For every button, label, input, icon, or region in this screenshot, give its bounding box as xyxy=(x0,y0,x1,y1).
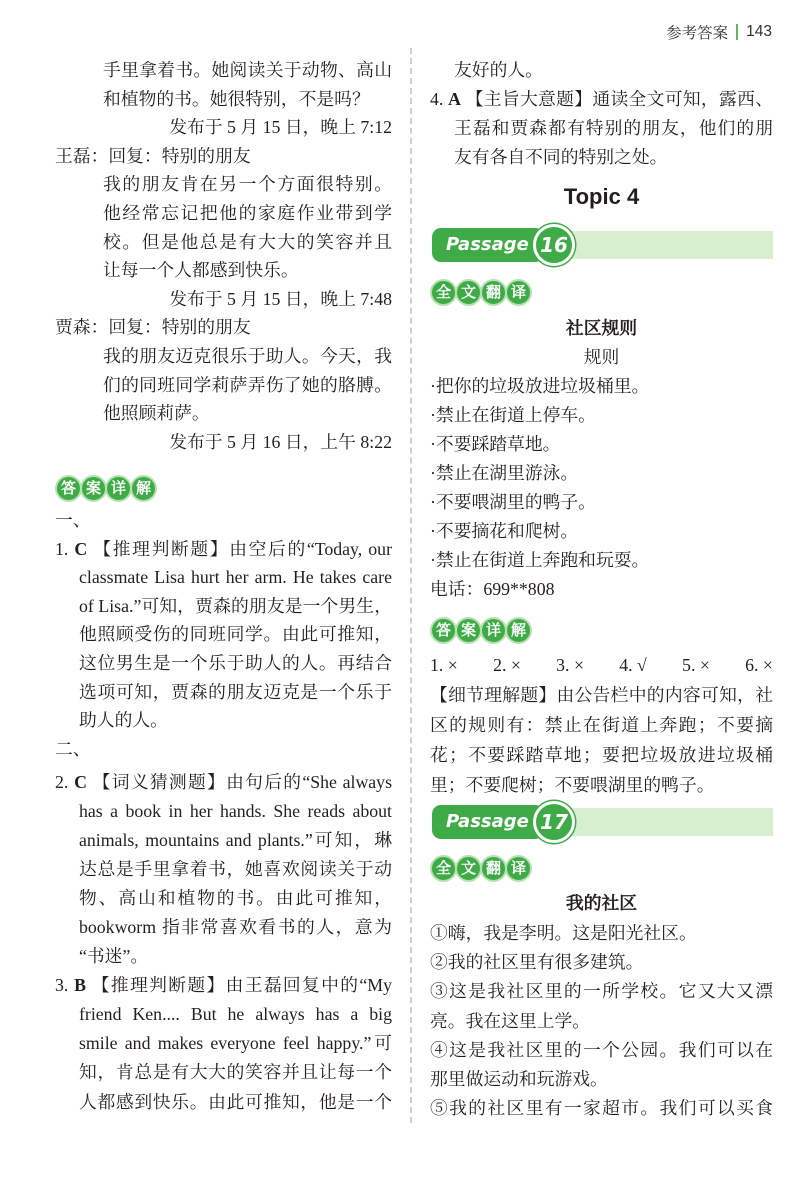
badge-char: 译 xyxy=(505,855,532,882)
rule-item: ·禁止在街道上奔跑和玩耍。 xyxy=(430,549,650,570)
badge-char: 案 xyxy=(80,475,107,502)
explanation-text: 【词义猜测题】由句后的“She always xyxy=(92,771,392,792)
answer-letter: C xyxy=(74,538,88,559)
answer-letter: C xyxy=(74,771,87,792)
badge-char: 译 xyxy=(505,279,532,306)
badge-char: 详 xyxy=(480,617,507,644)
explanation-line: 花；不要踩踏草地；要把垃圾放进垃圾桶 xyxy=(430,745,773,765)
translation-line: ②我的社区里有很多建筑。 xyxy=(430,951,644,972)
post-text-line: 让每一个人都感到快乐。 xyxy=(103,260,299,281)
answer-letter: A xyxy=(448,88,461,109)
post-text-line: 他经常忘记把他的家庭作业带到学 xyxy=(103,202,392,223)
explanation-line: 区的规则有：禁止在街道上奔跑；不要摘 xyxy=(430,715,773,735)
explanation-line: 这位男生是一个乐于助人的人。再结合 xyxy=(79,652,392,673)
explanation-line: 助人的人。 xyxy=(79,710,168,731)
rule-item: ·不要喂湖里的鸭子。 xyxy=(430,491,596,512)
answer-item: 3. × xyxy=(556,655,584,675)
badge-char: 全 xyxy=(430,279,457,306)
passage-16-answers xyxy=(430,650,773,800)
answer-row xyxy=(430,650,773,680)
passage-label: Passage xyxy=(432,228,544,262)
rule-item: ·把你的垃圾放进垃圾桶里。 xyxy=(430,375,650,396)
badge-char: 翻 xyxy=(480,855,507,882)
explanation-text: 【主旨大意题】通读全文可知，露西、 xyxy=(465,88,773,109)
answers-part-2 xyxy=(55,768,392,1117)
phone-line: 电话：699**808 xyxy=(430,578,555,599)
badge-char: 答 xyxy=(55,475,82,502)
answer-item: 5. × xyxy=(682,655,710,675)
answers-part-3 xyxy=(430,56,773,172)
post-timestamp: 发布于 5 月 16 日，上午 8:22 xyxy=(169,431,392,452)
page-header xyxy=(666,20,772,44)
passage-16-translation xyxy=(430,314,773,604)
passage-label: Passage xyxy=(432,805,544,839)
translation-subtitle: 规则 xyxy=(583,346,620,367)
explanation-line: smile and makes everyone feel happy.”可 xyxy=(79,1033,392,1054)
question-4-first-line xyxy=(430,85,773,114)
answer-letter: B xyxy=(74,975,86,996)
explanation-line: of Lisa.”可知，贾森的朋友是一个男生， xyxy=(79,595,392,616)
question-number: 3. xyxy=(55,975,69,996)
explanation-line: 知，肯总是有大大的笑容并且让每一个 xyxy=(79,1062,392,1083)
translation-line: ③这是我社区里的一所学校。它又大又漂 xyxy=(430,981,773,1002)
section-heading: 一、 xyxy=(55,510,91,530)
explanation-line: 友有各自不同的特别之处。 xyxy=(454,146,668,167)
rule-item: ·禁止在湖里游泳。 xyxy=(430,462,579,483)
full-translation-badge xyxy=(430,279,530,306)
explanation-line: classmate Lisa hurt her arm. He takes care xyxy=(79,567,392,588)
section-heading: 二、 xyxy=(55,738,91,759)
explanation-line: has a book in her hands. She reads about xyxy=(79,800,392,821)
answer-item: 2. × xyxy=(493,655,521,675)
badge-char: 翻 xyxy=(480,279,507,306)
translation-line: ④这是我社区里的一个公园。我们可以在 xyxy=(430,1039,773,1060)
explanation-line: 达总是手里拿着书，她喜欢阅读关于动 xyxy=(79,858,392,879)
post-text-line: 我的朋友肯在另一个方面很特别。 xyxy=(103,174,392,195)
header-separator xyxy=(736,24,738,40)
explanation-line: animals, mountains and plants.”可知，琳 xyxy=(79,829,392,850)
post-text-line: 和植物的书。她很特别，不是吗？ xyxy=(103,88,370,109)
translation-line: ⑤我的社区里有一家超市。我们可以买食 xyxy=(430,1098,773,1119)
reply-heading: 王磊：回复：特别的朋友 xyxy=(55,145,251,166)
explanation-line: 王磊和贾森都有特别的朋友，他们的朋 xyxy=(454,117,773,138)
rule-item: ·不要摘花和爬树。 xyxy=(430,520,579,541)
badge-char: 解 xyxy=(505,617,532,644)
explanation-line: 【细节理解题】由公告栏中的内容可知，社 xyxy=(430,685,773,705)
answers-part-1 xyxy=(55,506,392,763)
translation-line: 亮。我在这里上学。 xyxy=(430,1010,591,1031)
rule-item: ·禁止在街道上停车。 xyxy=(430,404,596,425)
badge-char: 案 xyxy=(455,617,482,644)
post-text-line: 我的朋友迈克很乐于助人。今天，我 xyxy=(103,345,392,366)
passage-17-banner xyxy=(430,803,773,841)
explanation-line: bookworm 指非常喜欢看书的人，意为 xyxy=(79,916,392,937)
badge-char: 文 xyxy=(455,855,482,882)
explanation-text: 【推理判断题】由空后的“Today, our xyxy=(93,538,392,559)
answer-detail-badge xyxy=(55,475,155,502)
explanation-line: friend Ken.... But he always has a big xyxy=(79,1004,392,1025)
passage-17-translation xyxy=(430,889,773,1123)
explanation-line: 友好的人。 xyxy=(454,59,543,80)
translation-line: ①嗨，我是李明。这是阳光社区。 xyxy=(430,922,697,943)
section-title: 参考答案 xyxy=(666,25,729,42)
translation-line: 那里做运动和玩游戏。 xyxy=(430,1069,608,1090)
translation-title: 社区规则 xyxy=(565,317,638,338)
badge-char: 详 xyxy=(105,475,132,502)
explanation-line: 他照顾受伤的同班同学。由此可推知， xyxy=(79,624,392,645)
post-timestamp: 发布于 5 月 15 日，晚上 7:12 xyxy=(169,117,392,138)
question-number: 2. xyxy=(55,771,69,792)
translation-title: 我的社区 xyxy=(565,893,638,914)
explanation-text: 【推理判断题】由王磊回复中的“My xyxy=(91,975,392,996)
answer-item: 4. √ xyxy=(619,655,647,675)
blog-replies xyxy=(55,56,392,456)
answer-detail-badge xyxy=(430,617,530,644)
post-timestamp: 发布于 5 月 15 日，晚上 7:48 xyxy=(169,288,392,309)
badge-char: 文 xyxy=(455,279,482,306)
post-text-line: 他照顾莉萨。 xyxy=(103,403,210,424)
topic-heading: Topic 4 xyxy=(563,184,640,209)
explanation-line: 里；不要爬树；不要喂湖里的鸭子。 xyxy=(430,775,715,795)
passage-number: 17 xyxy=(533,801,575,843)
explanation-line: 选项可知，贾森的朋友迈克是一个乐于 xyxy=(79,681,392,702)
badge-char: 解 xyxy=(130,475,157,502)
answer-item: 6. × xyxy=(745,655,773,675)
full-translation-badge xyxy=(430,855,530,882)
page-number: 143 xyxy=(746,23,772,40)
question-number: 1. xyxy=(55,538,69,559)
answer-item: 1. × xyxy=(430,655,458,675)
rule-item: ·不要踩踏草地。 xyxy=(430,433,561,454)
post-text-line: 们的同班同学莉萨弄伤了她的胳膊。 xyxy=(103,374,392,395)
passage-16-banner xyxy=(430,226,773,264)
explanation-line: 物、高山和植物的书。由此可推知， xyxy=(79,887,392,908)
explanation-line: “书迷”。 xyxy=(79,946,149,967)
question-number: 4. xyxy=(430,88,444,109)
question-3-first-line xyxy=(55,971,392,1000)
post-text-line: 手里拿着书。她阅读关于动物、高山 xyxy=(103,60,392,80)
reply-heading: 贾森：回复：特别的朋友 xyxy=(55,317,251,338)
column-divider xyxy=(410,48,412,1123)
post-text-line: 校。但是他总是有大大的笑容并且 xyxy=(103,231,392,252)
badge-char: 答 xyxy=(430,617,457,644)
passage-number: 16 xyxy=(533,224,575,266)
explanation-line: 人都感到快乐。由此可推知，他是一个 xyxy=(79,1091,392,1112)
question-1-first-line xyxy=(55,535,392,564)
question-2-first-line xyxy=(55,768,392,797)
badge-char: 全 xyxy=(430,855,457,882)
